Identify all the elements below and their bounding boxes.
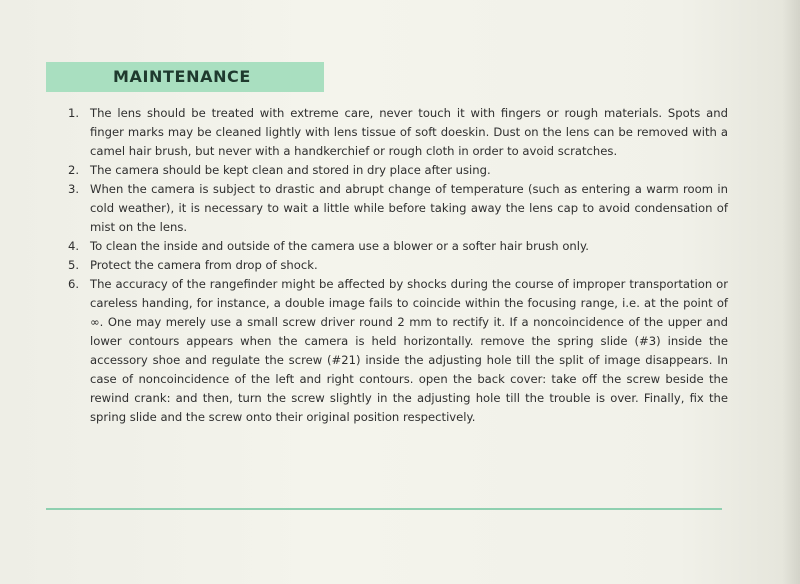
item-text: The camera should be kept clean and stored in dry place after using. [90, 163, 491, 177]
page-edge-shadow [782, 0, 800, 584]
item-text: When the camera is subject to drastic and abrupt change of temperature (such as entering a warm room in cold weather), it is necessary to wait a little while before taking away the lens cap to avoid condensation of mist on the lens. [90, 182, 728, 234]
maintenance-list [68, 104, 728, 427]
list-item [68, 180, 728, 237]
list-item [68, 161, 728, 180]
item-number: 3. [68, 182, 80, 196]
item-number: 6. [68, 277, 80, 291]
item-number: 2. [68, 163, 80, 177]
list-item [68, 104, 728, 161]
item-number: 4. [68, 239, 80, 253]
section-heading: MAINTENANCE [113, 67, 251, 86]
item-number: 5. [68, 258, 80, 272]
item-text: The accuracy of the rangefinder might be affected by shocks during the course of improper transportation or careless handing, for instance, a double image fails to coincide within the focusing range, i.e. at the point of ∞. One may merely use a small screw driver round 2 mm to rectify it. If a noncoincidence of the upper and lower contours appears when the camera is held horizontally. remove the spring slide (#3) inside the accessory shoe and regulate the screw (#21) inside the adjusting hole till the split of image disappears. In case of noncoincidence of the left and right contours. open the back cover: take off the screw beside the rewind crank: and then, turn the screw slightly in the adjusting hole till the trouble is over. Finally, fix the spring slide and the screw onto their original position respectively. [90, 277, 728, 424]
list-item [68, 256, 728, 275]
list-item [68, 275, 728, 427]
item-number: 1. [68, 106, 80, 120]
item-text: The lens should be treated with extreme care, never touch it with fingers or rough materials. Spots and finger marks may be cleaned lightly with lens tissue of soft doeskin. Dust on the lens can be removed with a camel hair brush, but never with a handkerchief or rough cloth in order to avoid scratches. [90, 106, 728, 158]
item-text: Protect the camera from drop of shock. [90, 258, 318, 272]
list-item [68, 237, 728, 256]
bottom-rule [46, 508, 722, 510]
item-text: To clean the inside and outside of the camera use a blower or a softer hair brush only. [90, 239, 589, 253]
